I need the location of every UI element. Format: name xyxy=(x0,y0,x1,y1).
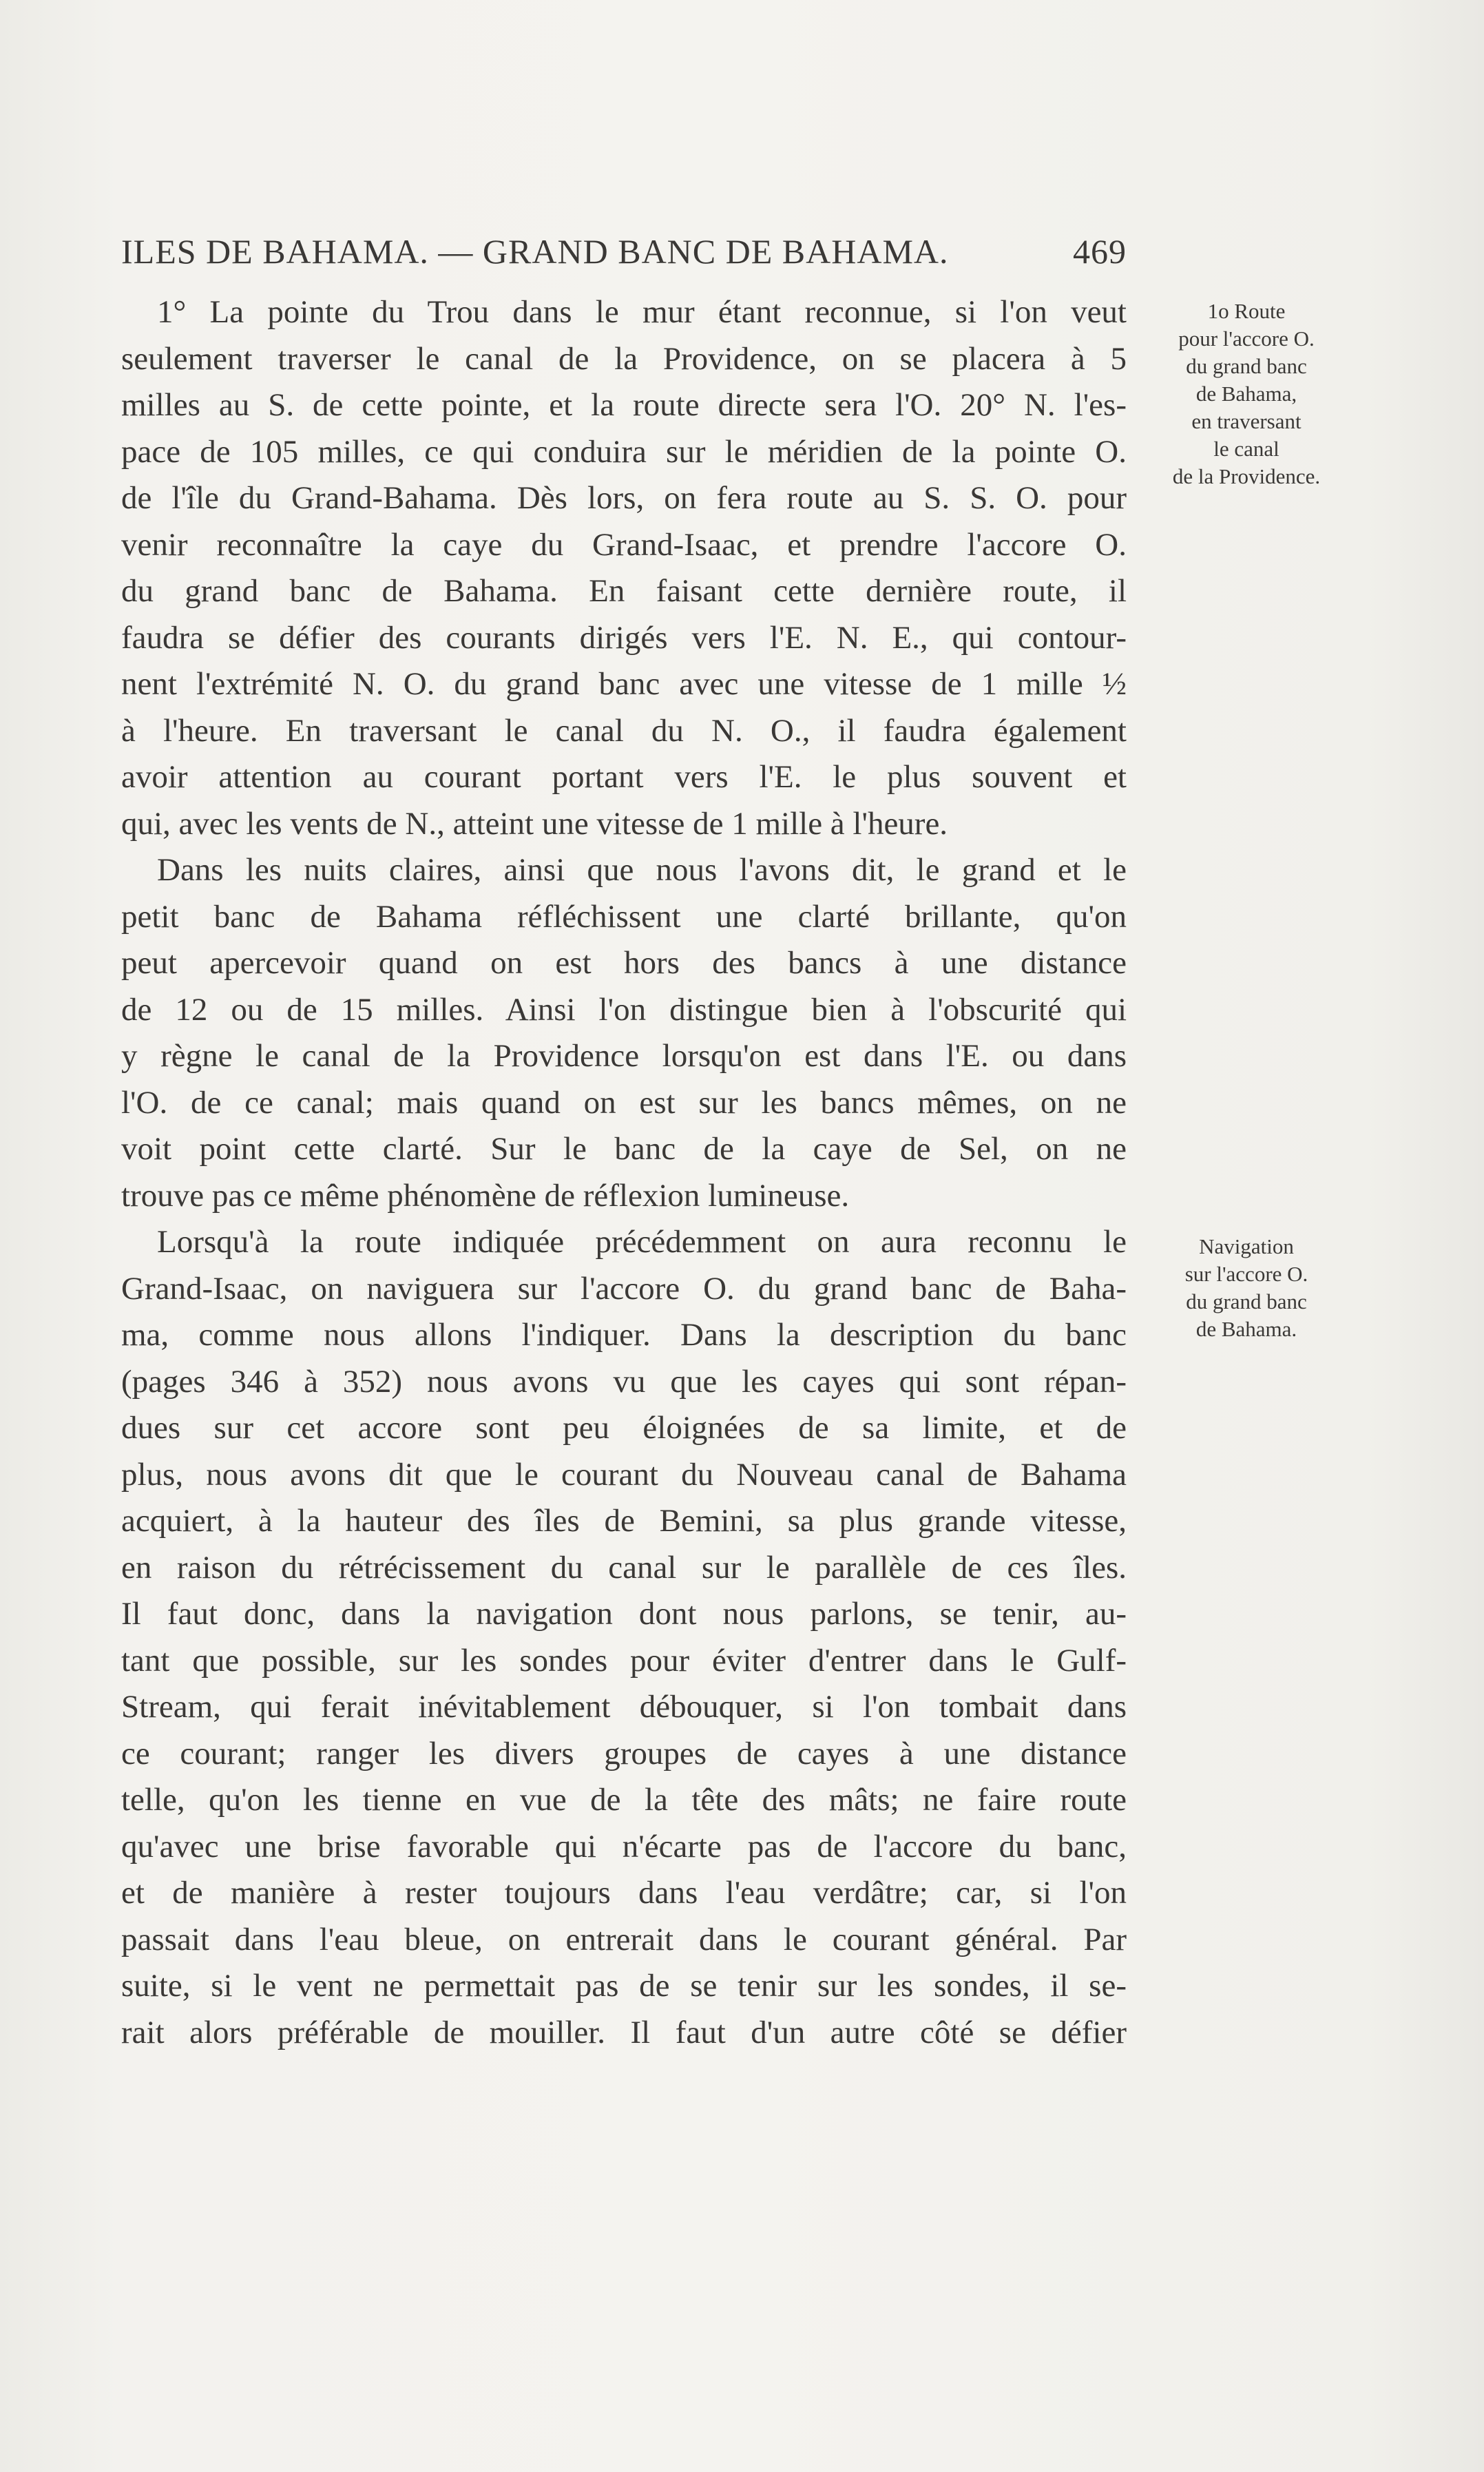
text-line: trouve pas ce même phénomène de réflexion lumineuse. xyxy=(121,1177,850,1214)
text-line: avoir attention au courant portant vers l'E. le plus souvent et xyxy=(121,759,1127,795)
text-line: du grand banc de Bahama. En faisant cette dernière route, il xyxy=(121,573,1127,609)
margin-note-line: du grand banc xyxy=(1186,1289,1307,1313)
text-line: voit point cette clarté. Sur le banc de la caye de Sel, on ne xyxy=(121,1131,1127,1167)
text-line: 1° La pointe du Trou dans le mur étant reconnue, si l'on veut xyxy=(157,294,1127,330)
text-line: Stream, qui ferait inévitablement débouquer, si l'on tombait dans xyxy=(121,1689,1127,1725)
text-line: l'O. de ce canal; mais quand on est sur les bancs mêmes, on ne xyxy=(121,1084,1127,1121)
text-line: Dans les nuits claires, ainsi que nous l'avons dit, le grand et le xyxy=(157,852,1127,888)
margin-note-route xyxy=(1143,298,1350,490)
margin-note-line: sur l'accore O. xyxy=(1184,1262,1308,1286)
margin-note-line: de Bahama, xyxy=(1195,382,1297,406)
text-line: petit banc de Bahama réfléchissent une clarté brillante, qu'on xyxy=(121,898,1127,935)
text-line: peut apercevoir quand on est hors des bancs à une distance xyxy=(121,945,1127,981)
text-line: ma, comme nous allons l'indiquer. Dans la description du banc xyxy=(121,1317,1127,1353)
text-line: passait dans l'eau bleue, on entrerait dans le courant général. Par xyxy=(121,1921,1127,1957)
text-line: rait alors préférable de mouiller. Il faut d'un autre côté se défier xyxy=(121,2014,1127,2050)
text-line: telle, qu'on les tienne en vue de la tête des mâts; ne faire route xyxy=(121,1782,1127,1818)
margin-note-line: le canal xyxy=(1213,437,1279,461)
text-line: de 12 ou de 15 milles. Ainsi l'on distingue bien à l'obscurité qui xyxy=(121,991,1127,1028)
text-line: de l'île du Grand-Bahama. Dès lors, on fera route au S. S. O. pour xyxy=(121,480,1127,516)
text-line: seulement traverser le canal de la Providence, on se placera à 5 xyxy=(121,340,1127,377)
text-line: Il faut donc, dans la navigation dont nous parlons, se tenir, au- xyxy=(121,1596,1127,1632)
running-head xyxy=(121,227,1127,276)
text-line: acquiert, à la hauteur des îles de Bemini, sa plus grande vitesse, xyxy=(121,1503,1127,1539)
text-line: venir reconnaître la caye du Grand-Isaac, et prendre l'accore O. xyxy=(121,526,1127,563)
margin-note-line: en traversant xyxy=(1191,409,1302,433)
text-line: Lorsqu'à la route indiquée précédemment on aura reconnu le xyxy=(157,1224,1127,1260)
text-line: tant que possible, sur les sondes pour éviter d'entrer dans le Gulf- xyxy=(121,1642,1127,1679)
text-line: milles au S. de cette pointe, et la route directe sera l'O. 20° N. l'es- xyxy=(121,387,1127,423)
text-line: faudra se défier des courants dirigés vers l'E. N. E., qui contour- xyxy=(121,619,1127,656)
text-line: à l'heure. En traversant le canal du N. O., il faudra également xyxy=(121,712,1127,749)
text-line: (pages 346 à 352) nous avons vu que les cayes qui sont répan- xyxy=(121,1363,1127,1400)
margin-note-line: de Bahama. xyxy=(1195,1317,1297,1341)
text-line: qu'avec une brise favorable qui n'écarte pas de l'accore du banc, xyxy=(121,1828,1127,1865)
text-line: Grand-Isaac, on naviguera sur l'accore O. du grand banc de Baha- xyxy=(121,1270,1127,1307)
text-line: nent l'extrémité N. O. du grand banc avec une vitesse de 1 mille ½ xyxy=(121,666,1127,702)
text-line: pace de 105 milles, ce qui conduira sur le méridien de la pointe O. xyxy=(121,433,1127,470)
text-line: ce courant; ranger les divers groupes de cayes à une distance xyxy=(121,1735,1127,1772)
page-number: 469 xyxy=(1073,232,1127,271)
text-line: qui, avec les vents de N., atteint une vitesse de 1 mille à l'heure. xyxy=(121,805,948,842)
text-line: y règne le canal de la Providence lorsqu'on est dans l'E. ou dans xyxy=(121,1038,1127,1074)
margin-note-navigation xyxy=(1143,1233,1350,1343)
text-line: et de manière à rester toujours dans l'eau verdâtre; car, si l'on xyxy=(121,1875,1127,1911)
text-line: en raison du rétrécissement du canal sur le parallèle de ces îles. xyxy=(121,1549,1127,1586)
body-text xyxy=(121,289,1127,2056)
margin-note-line: de la Providence. xyxy=(1172,464,1321,488)
margin-note-line: Navigation xyxy=(1199,1234,1294,1258)
text-line: plus, nous avons dit que le courant du Nouveau canal de Bahama xyxy=(121,1456,1127,1493)
margin-note-line: pour l'accore O. xyxy=(1178,326,1315,351)
running-head-title: ILES DE BAHAMA. — GRAND BANC DE BAHAMA. xyxy=(121,232,949,271)
margin-note-line: 1o Route xyxy=(1207,299,1286,323)
margin-note-line: du grand banc xyxy=(1186,354,1307,378)
text-line: suite, si le vent ne permettait pas de se tenir sur les sondes, il se- xyxy=(121,1968,1127,2004)
text-line: dues sur cet accore sont peu éloignées de sa limite, et de xyxy=(121,1410,1127,1446)
